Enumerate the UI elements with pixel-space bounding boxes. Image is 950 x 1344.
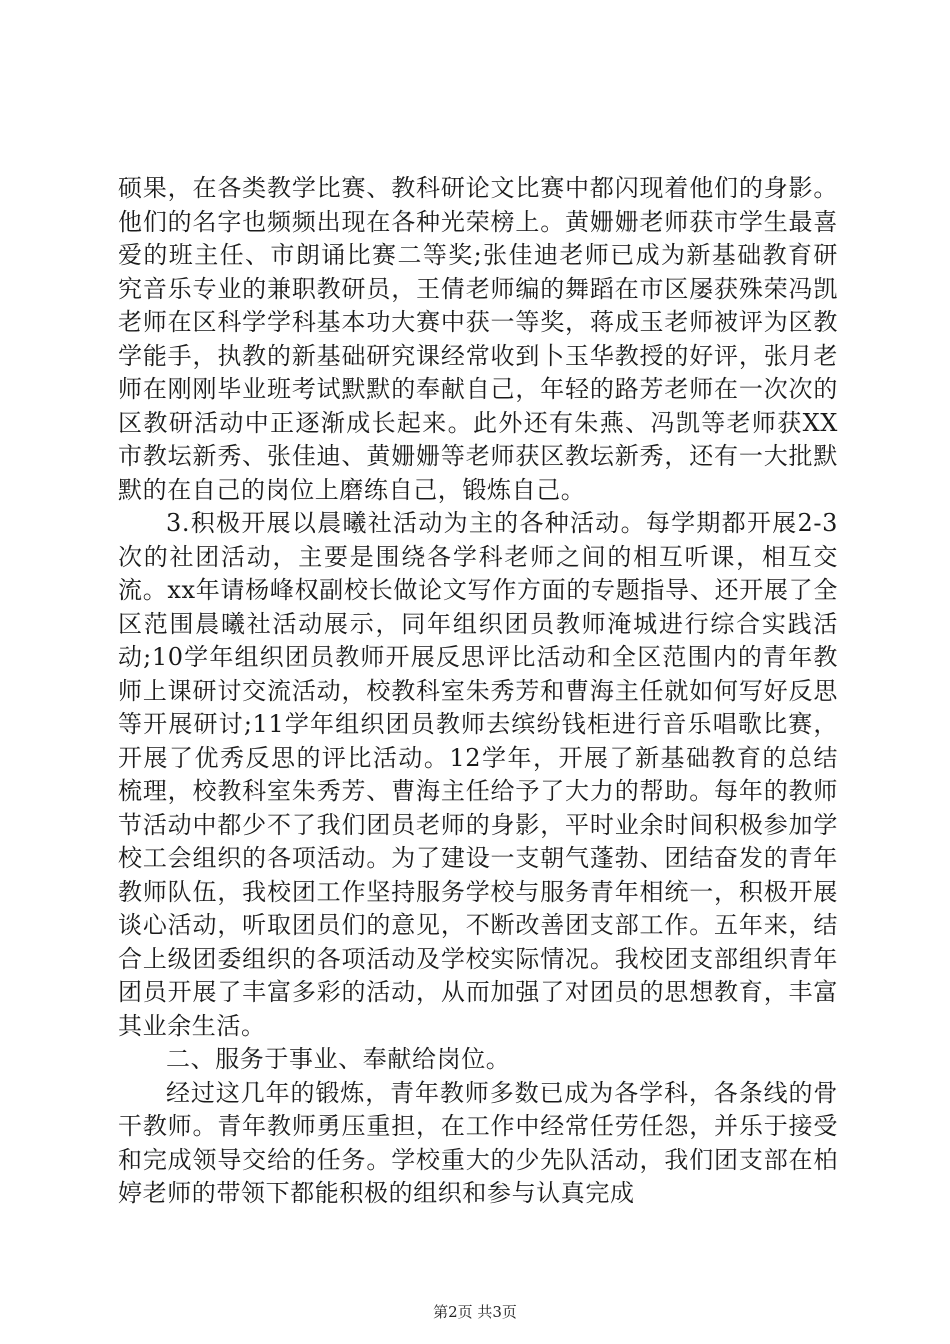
section-heading: 二、服务于事业、奉献给岗位。	[166, 1045, 511, 1073]
paragraph-service: 经过这几年的锻炼，青年教师多数已成为各学科，各条线的骨干教师。青年教师勇压重担，在工作中经常任劳任怨，并乐于接受和完成领导交给的任务。学校重大的少先队活动，我们团支部在柏婷老师的带领下都能积极的组织和参与认真完成	[118, 1078, 838, 1207]
document-body	[118, 172, 838, 1211]
page-footer: 第2页 共3页	[433, 1303, 517, 1321]
paragraph-activities: 3.积极开展以晨曦社活动为主的各种活动。每学期都开展2-3次的社团活动，主要是围绕各学科老师之间的相互听课，相互交流。xx年请杨峰权副校长做论文写作方面的专题指导、还开展了全区范围晨曦社活动展示，同年组织团员教师淹城进行综合实践活动;10学年组织团员教师开展反思评比活动和全区范围内的青年教师上课研讨交流活动，校教科室朱秀芳和曹海主任就如何写好反思等开展研讨;11学年组织团员教师去缤纷钱柜进行音乐唱歌比赛，开展了优秀反思的评比活动。12学年，开展了新基础教育的总结梳理，校教科室朱秀芳、曹海主任给予了大力的帮助。每年的教师节活动中都少不了我们团员老师的身影，平时业余时间积极参加学校工会组织的各项活动。为了建设一支朝气蓬勃、团结奋发的青年教师队伍，我校团工作坚持服务学校与服务青年相统一，积极开展谈心活动，听取团员们的意见，不断改善团支部工作。五年来，结合上级团委组织的各项活动及学校实际情况。我校团支部组织青年团员开展了丰富多彩的活动，从而加强了对团员的思想教育，丰富其业余生活。	[118, 509, 838, 1040]
paragraph-achievements: 硕果，在各类教学比赛、教科研论文比赛中都闪现着他们的身影。他们的名字也频频出现在各种光荣榜上。黄姗姗老师获市学生最喜爱的班主任、市朗诵比赛二等奖;张佳迪老师已成为新基础教育研究音乐专业的兼职教研员，王倩老师编的舞蹈在市区屡获殊荣冯凯老师在区科学学科基本功大赛中获一等奖，蒋成玉老师被评为区教学能手，执教的新基础研究课经常收到卜玉华教授的好评，张月老师在刚刚毕业班考试默默的奉献自己，年轻的路芳老师在一次次的区教研活动中正逐渐成长起来。此外还有朱燕、冯凯等老师获XX市教坛新秀、张佳迪、黄姗姗等老师获区教坛新秀，还有一大批默默的在自己的岗位上磨练自己，锻炼自己。	[118, 174, 838, 504]
